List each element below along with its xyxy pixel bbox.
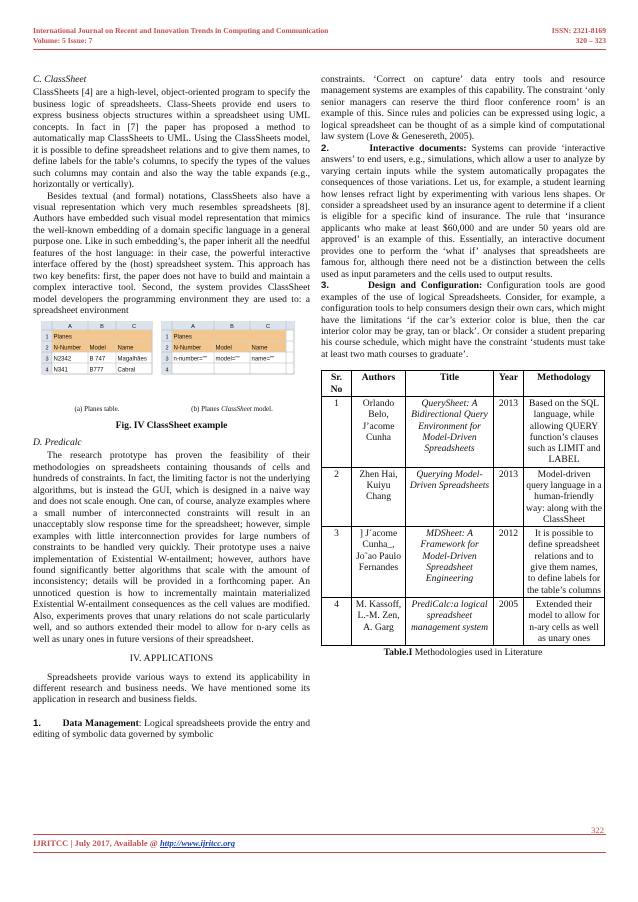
- right-continuation: constraints. ‘Correct on capture’ data entry tools and resource management systems are examples of this capability. The constraint ‘only senior managers can reserve the third floor conference room’ is an example of this. Since rules and policies can be expressed using logic, a logical spreadsheet can be thought of as a simple kind of computational law system (Love & Genesereth, 2005).: [321, 74, 605, 143]
- sheet-cell: n-number="": [173, 356, 207, 363]
- figure-b-caption: [191, 405, 273, 413]
- header-methodology: Methodology: [524, 371, 605, 397]
- item-interactive-documents: [321, 143, 605, 280]
- cell-methodology: It is possible to define spreadsheet relations and to give them names, to define labels for the table’s columns: [524, 527, 605, 598]
- page-number: 322: [591, 825, 604, 835]
- classsheet-figure: [40, 321, 303, 415]
- cell-authors: M. Kassoff, L.-M. Zen, A. Garg: [352, 597, 406, 645]
- item-1-title: Data Management: [62, 717, 139, 729]
- footer-bottom-rule: [33, 852, 606, 853]
- issn: ISSN: 2321-8169: [551, 26, 606, 35]
- cell-year: 2005: [494, 597, 524, 645]
- classsheet-figure-svg: [40, 321, 303, 415]
- table-caption: [321, 647, 605, 658]
- figure-caption: Fig. IV ClassSheet example: [115, 419, 228, 431]
- cell-methodology: Extended their model to allow for n-ary cells as well as unary ones: [524, 597, 605, 645]
- sheet-cell: Magalhães: [117, 356, 147, 363]
- sheet-cell: N-Number: [173, 345, 202, 352]
- cell-year: 2013: [494, 396, 524, 467]
- page-range: 320 – 323: [575, 36, 606, 45]
- cell-authors: Zhen Hai, Kuiyu Chang: [352, 467, 406, 526]
- header-sr-no: Sr. No: [322, 371, 352, 397]
- sheet-cell: Cabral: [117, 367, 136, 374]
- item-1-text: : Logical spreadsheets provide the entry and editing of symbolic data governed by symbolic: [33, 717, 310, 741]
- table-row: [322, 527, 605, 598]
- column-header: C: [131, 323, 137, 330]
- caption-part: (b) Planes: [191, 404, 222, 413]
- sheet-cell: Planes: [173, 334, 192, 341]
- sheet-cell: Planes: [53, 334, 72, 341]
- caption-part: model.: [251, 404, 273, 413]
- item-3-title: Design and Configuration:: [367, 280, 483, 292]
- section-c-paragraph-1: ClassSheets [4] are a high-level, object-oriented program to specify the business logic of spreadsheets. Class-Sheets provide end users to express business objects structures within a spreadsheet using UML concepts. In fact in [7] the paper has proposed a method to automatically map ClassSheets to UML. Using the ClassSheets model, it is possible to define spreadsheet relations and to give them names, to define labels for the table’s columns, to specify the types of the values such columns may contain and also the way the table expands (e.g., horizontally or vertically).: [33, 87, 310, 191]
- sheet-cell: N2342: [53, 356, 72, 363]
- planes-classsheet-model: [162, 321, 294, 413]
- header-title: Title: [406, 371, 494, 397]
- sheet-cell: B 747: [89, 356, 106, 363]
- row-number: 1: [165, 334, 169, 341]
- header-year: Year: [494, 371, 524, 397]
- sheet-cell: N341: [53, 367, 68, 374]
- cell-title: MDSheet: A Framework for Model-Driven Spreadsheet Engineering: [406, 527, 494, 598]
- column-header: A: [68, 323, 72, 330]
- sheet-cell: name="": [251, 356, 275, 363]
- applications-heading: IV. APPLICATIONS: [129, 653, 214, 665]
- cell-sr: 4: [322, 597, 352, 645]
- sheet-cell: Model: [89, 345, 106, 352]
- volume-issue: Volume: 5 Issue: 7: [33, 36, 93, 45]
- row-number: 3: [45, 356, 49, 363]
- cell-year: 2012: [494, 527, 524, 598]
- row-number: 2: [165, 345, 169, 352]
- table-row: [322, 597, 605, 645]
- table-caption-text: Methodologies used in Literature: [412, 647, 543, 659]
- section-c-title: C. ClassSheet: [33, 74, 87, 85]
- caption-part: ClassSheet: [221, 404, 252, 413]
- table-row: [322, 396, 605, 467]
- item-3-text: Configuration tools are good examples of the use of logical Spreadsheets. Consider, for example, a configuration tools to help consumers design their own cars, which might have the limitations ‘if the car’s exterior color is blue, then the car interior color may be gray, tan or black’. Or consider a student preparing his course schedule, which might have the constraint ‘students must take at least two math courses to graduate’.: [321, 280, 605, 360]
- cell-authors: ] J´acome Cunha_, Jo˜ao Paulo Fernandes: [352, 527, 406, 598]
- item-2-number: 2.: [321, 142, 330, 154]
- item-design-configuration: [321, 280, 605, 360]
- item-data-management: [33, 718, 310, 741]
- right-column: [321, 74, 605, 659]
- journal-link[interactable]: http://www.ijritcc.org: [159, 838, 236, 848]
- sheet-cell: Name: [117, 345, 134, 352]
- cell-title: PrediCalc:a logical spreadsheet management system: [406, 597, 494, 645]
- column-header: B: [230, 323, 234, 330]
- cell-title: QuerySheet: A Bidirectional Query Environment for Model-Driven Spreadsheets: [406, 396, 494, 467]
- cell-methodology: Model-driven query language in a human-friendly way: along with the ClassSheet: [524, 467, 605, 526]
- applications-intro: Spreadsheets provide various ways to extend its applicability in different research and business needs. We have mentioned some its application in research and business fields.: [33, 671, 310, 706]
- row-number: 1: [45, 334, 49, 341]
- column-header: B: [100, 323, 104, 330]
- item-3-number: 3.: [321, 280, 330, 292]
- section-c-paragraph-2: Besides textual (and formal) notations, ClassSheets also have a visual representation which very much resembles spreadsheets [8]. Authors have embedded such visual model representation that mimics the well-known embedding of a domain specific language in a general purpose one. Like in such embedding’s, the paper inherit all the needful features of the host language: in their case, the powerful interactive interface offered by the (host) spreadsheet system. This approach has two key benefits: first, the paper does not have to build and maintain a complex interactive tool. Second, the system provides ClassSheet model developers the programming environment they are used to: a spreadsheet environment: [33, 190, 310, 317]
- figure-a-caption: (a) Planes table.: [74, 404, 120, 413]
- cell-sr: 2: [322, 467, 352, 526]
- footer-text: IJRITCC | July 2017, Available @: [33, 838, 160, 848]
- cell-year: 2013: [494, 467, 524, 526]
- cell-title: Querying Model-Driven Spreadsheets: [406, 467, 494, 526]
- column-header-bar: [162, 321, 294, 330]
- table-row: [322, 467, 605, 526]
- sheet-cell: Name: [251, 345, 268, 352]
- header-authors: Authors: [352, 371, 406, 397]
- journal-title: International Journal on Recent and Innovation Trends in Computing and Communication: [33, 26, 329, 35]
- volume-header: [33, 36, 606, 45]
- table-caption-label: Table.I: [383, 647, 413, 659]
- section-d-title: D. Predicalc: [33, 436, 82, 448]
- column-header: A: [191, 323, 195, 330]
- journal-header: [33, 26, 606, 35]
- row-number: 4: [45, 367, 49, 374]
- header-rule: [33, 49, 606, 50]
- item-2-text: Systems can provide ‘interactive answers’ to end users, e.g., simulations, which allow a user to analyze by varying certain inputs while the system automatically propagates the consequences of those variations. Let us, for example, a student learning how lenses refract light by experimenting with various lens shapes. Or consider a spreadsheet used by an insurance agent to determine if a client is eligible for a specific kind of insurance. The rule that ‘insurance applicants who make at least $60,000 and are under 50 years old are approved’ is an example of this. Essentially, an interactive document provides one to perform the ‘what if’ analyses that spreadsheets are famous for, although there need not be a distinction between the cells used as input parameters and the cells used to output results.: [321, 142, 605, 280]
- sheet-cell: N-Number: [53, 345, 82, 352]
- sheet-cell: model="": [215, 356, 240, 363]
- column-header: C: [265, 323, 271, 330]
- cell-methodology: Based on the SQL language, while allowing QUERY function’s clauses such as LIMIT and LABEL: [524, 396, 605, 467]
- cell-sr: 3: [322, 527, 352, 598]
- sheet-cell: Model: [215, 345, 232, 352]
- row-number: 3: [165, 356, 169, 363]
- section-d-paragraph: The research prototype has proven the feasibility of their methodologies on spreadsheets containing thousands of cells and hundreds of constraints. In fact, the limiting factor is not the underlying algorithms, but is instead the GUI, which is designed in a naive way and does not scale enough. One can, of course, analyze examples where a small number of interconnected constraints will result in an unacceptably slow response time for the spreadsheet; however, simple examples with little interconnection provides for large numbers of constraints to be handled very quickly. Their prototype uses a naive implementation of Existential W-entailment; however, authors have found significantly better algorithms that scale with the amount of inconsistency; details will be provided in a forthcoming paper. An unnoticed question is how to incrementally maintain materialized Existential W-entailment consequences as the cell values are modified. Also, experiments proves that unary relations do not scale particularly well, and so authors extended their model to allow for n-ary cells as well as unary ones in future versions of their spreadsheet.: [33, 450, 310, 645]
- row-number: 2: [45, 345, 49, 352]
- item-1-number: 1.: [33, 717, 42, 729]
- sheet-cell: B777: [89, 367, 104, 374]
- cell-authors: Orlando Belo, J’acome Cunha: [352, 396, 406, 467]
- planes-table: [42, 321, 152, 413]
- item-2-title: Interactive documents:: [369, 142, 467, 154]
- footer-rule: [33, 834, 606, 835]
- left-column: [33, 74, 310, 741]
- row-number: 4: [165, 367, 169, 374]
- literature-table: [321, 370, 605, 646]
- cell-sr: 1: [322, 396, 352, 467]
- footer: [33, 838, 235, 848]
- table-header-row: [322, 371, 605, 397]
